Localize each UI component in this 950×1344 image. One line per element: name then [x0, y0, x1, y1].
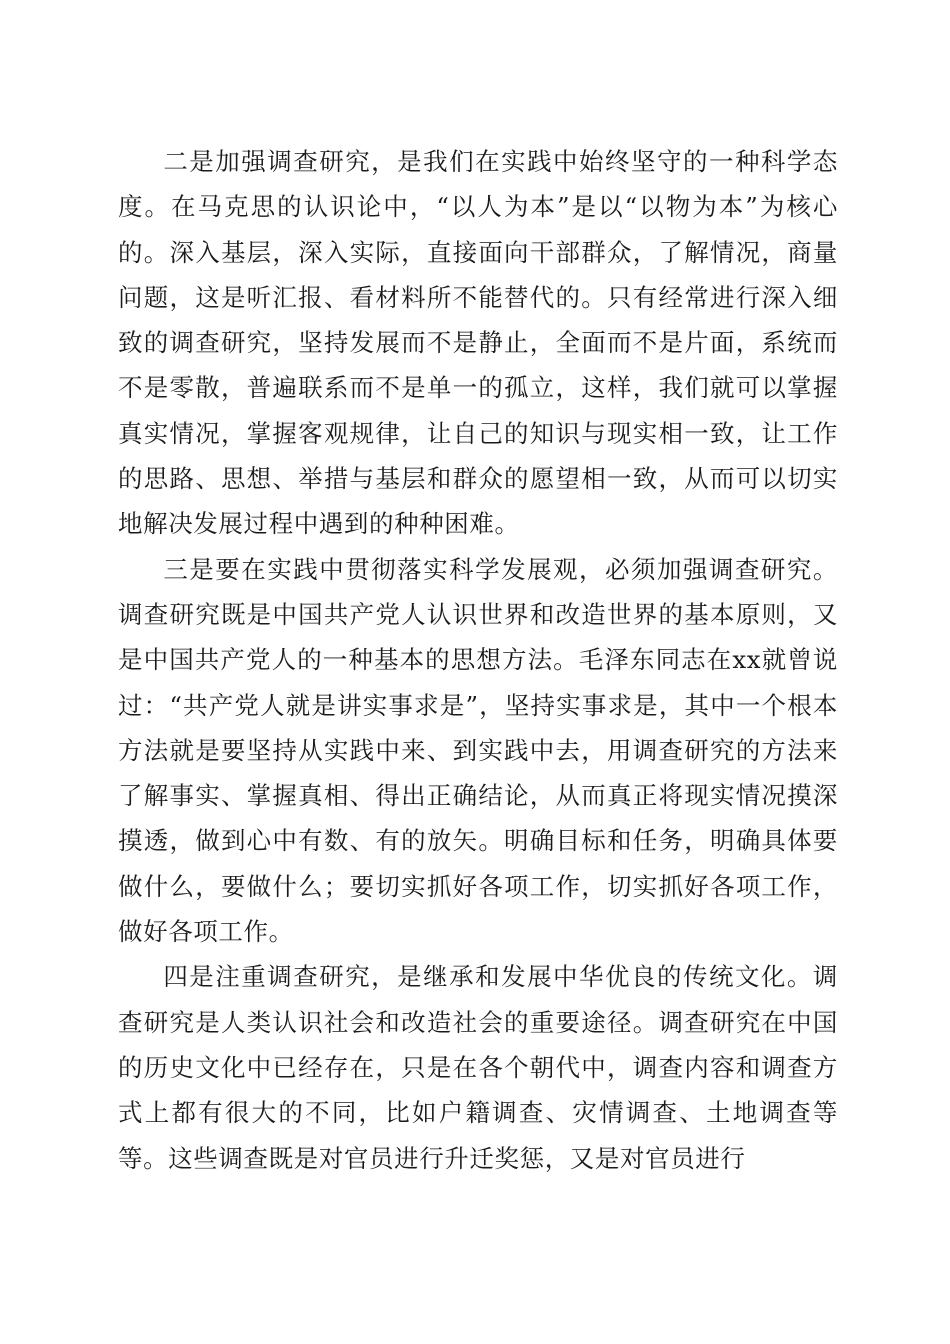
paragraph-investigation-attitude: 二是加强调查研究，是我们在实践中始终坚守的一种科学态度。在马克思的认识论中，“以人为本”是以“以物为本”为核心的。深入基层，深入实际，直接面向干部群众，了解情况，商量问题，这是听汇报、看材料所不能替代的。只有经常进行深入细致的调查研究，坚持发展而不是静止，全面而不是片面，系统而不是零散，普遍联系而不是单一的孤立，这样，我们就可以掌握真实情况，掌握客观规律，让自己的知识与现实相一致，让工作的思路、思想、举措与基层和群众的愿望相一致，从而可以切实地解决发展过程中遇到的种种困难。 [118, 147, 838, 539]
paragraph-scientific-development: 三是要在实践中贯彻落实科学发展观，必须加强调查研究。调查研究既是中国共产党人认识世界和改造世界的基本原则，又是中国共产党人的一种基本的思想方法。毛泽东同志在xx就曾说过：“共产党人就是讲实事求是”，坚持实事求是，其中一个根本方法就是要坚持从实践中来、到实践中去，用调查研究的方法来了解事实、掌握真相、得出正确结论，从而真正将现实情况摸深摸透，做到心中有数、有的放矢。明确目标和任务，明确具体要做什么，要做什么；要切实抓好各项工作，切实抓好各项工作，做好各项工作。 [118, 554, 838, 947]
document-body [118, 139, 838, 1181]
paragraph-traditional-culture: 四是注重调查研究，是继承和发展中华优良的传统文化。调查研究是人类认识社会和改造社会的重要途径。调查研究在中国的历史文化中已经存在，只是在各个朝代中，调查内容和调查方式上都有很大的不同，比如户籍调查、灾情调查、土地调查等等。这些调查既是对官员进行升迁奖惩，又是对官员进行 [118, 962, 838, 1173]
